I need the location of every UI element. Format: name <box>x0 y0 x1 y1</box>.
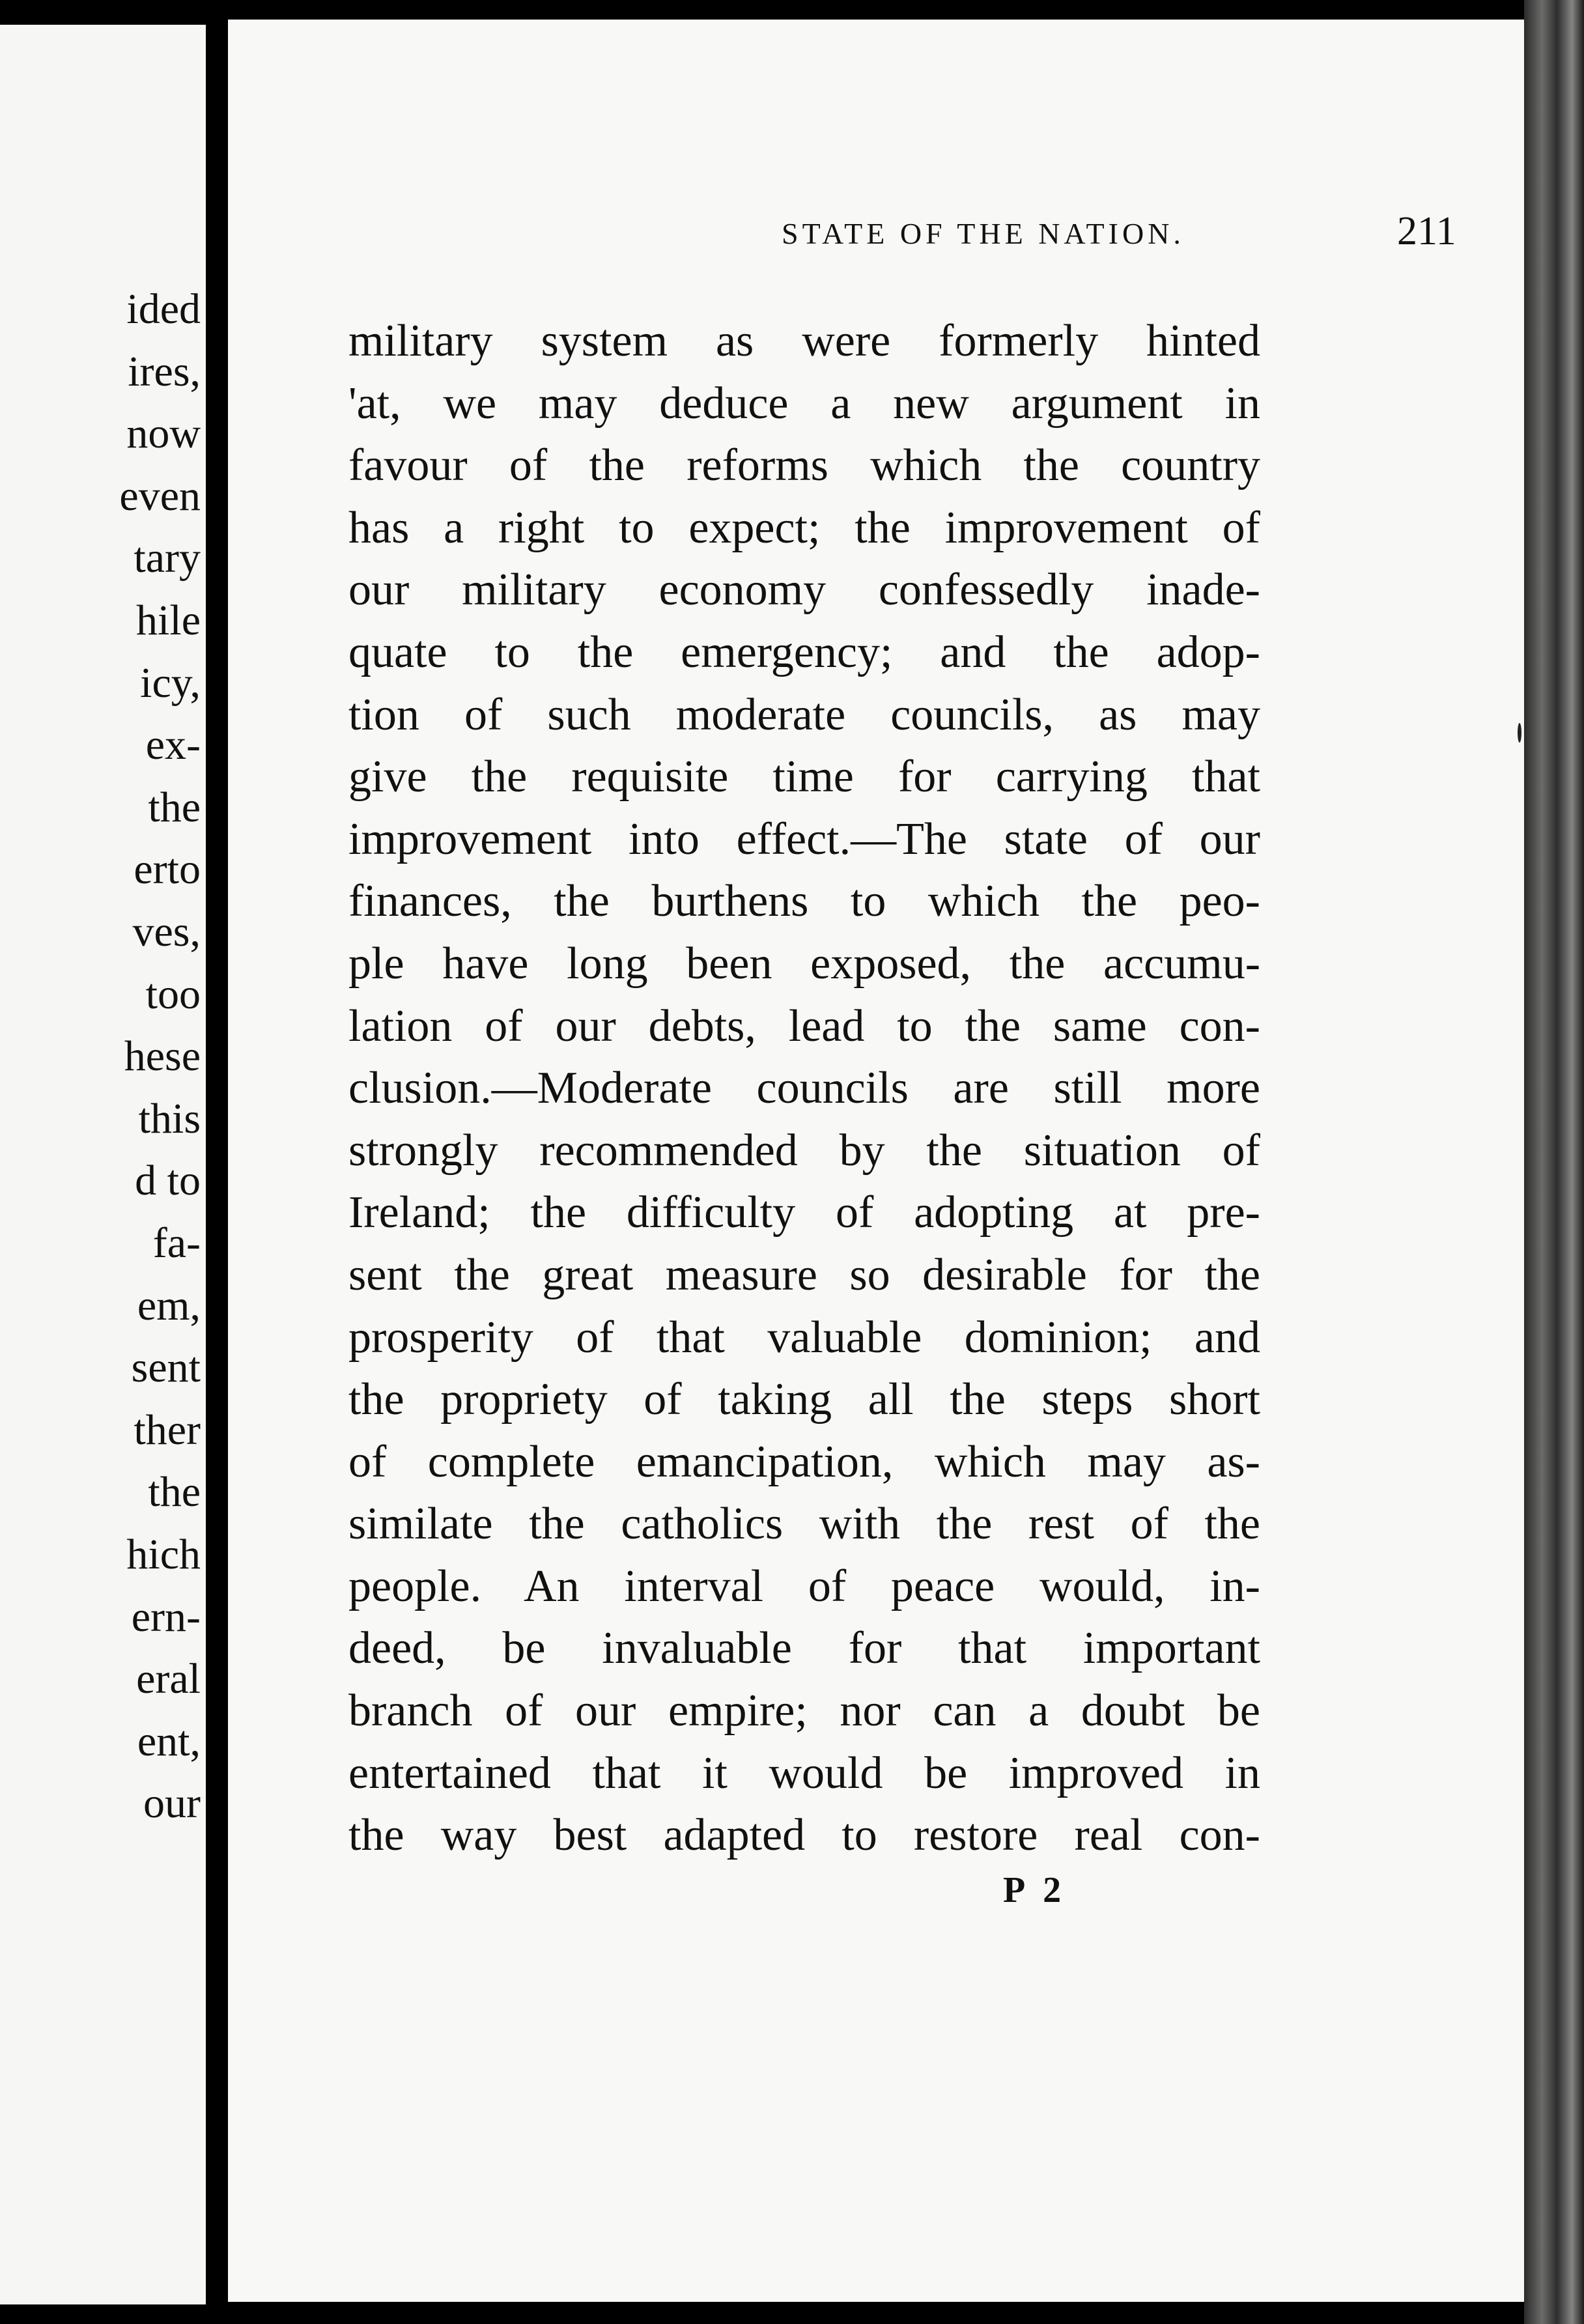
left-page-line: fa- <box>152 1219 201 1267</box>
text-line: military system as were formerly hinted <box>348 316 1260 366</box>
left-page-line: erto <box>134 845 201 894</box>
left-page-line: now <box>126 410 201 458</box>
book-gutter <box>206 0 228 2324</box>
left-page-line: ided <box>126 285 201 333</box>
left-page-line: eral <box>136 1655 201 1703</box>
left-page-line: sent <box>131 1344 201 1392</box>
left-page-line: tary <box>134 534 201 582</box>
scan-speck <box>1518 723 1521 743</box>
running-head: STATE OF THE NATION. <box>782 217 1185 250</box>
page-number: 211 <box>1397 209 1456 253</box>
text-line: people. An interval of peace would, in- <box>348 1561 1260 1611</box>
text-line: ple have long been exposed, the accumu- <box>348 938 1260 989</box>
text-line: branch of our empire; nor can a doubt be <box>348 1686 1260 1736</box>
left-page-line: the <box>148 1468 201 1516</box>
text-line: the way best adapted to restore real con- <box>348 1810 1260 1861</box>
text-line: entertained that it would be improved in <box>348 1748 1260 1798</box>
text-line: finances, the burthens to which the peo- <box>348 876 1260 927</box>
page-edge <box>1524 0 1584 2324</box>
text-line: give the requisite time for carrying that <box>348 752 1260 802</box>
left-page-line: ex- <box>145 721 201 769</box>
text-line: clusion.—Moderate councils are still more <box>348 1063 1260 1114</box>
left-page-line: too <box>145 970 201 1018</box>
left-page-line: ern- <box>131 1593 201 1641</box>
left-page-line: hich <box>126 1531 201 1578</box>
text-line: similate the catholics with the rest of the <box>348 1499 1260 1550</box>
text-line: sent the great measure so desirable for the <box>348 1249 1260 1300</box>
book-page <box>228 20 1524 2302</box>
signature-mark: P 2 <box>1003 1870 1067 1910</box>
left-page-line: icy, <box>140 659 201 707</box>
text-line: has a right to expect; the improvement of <box>348 502 1260 553</box>
left-page-line: ent, <box>137 1717 201 1765</box>
left-page-line: ires, <box>128 347 201 395</box>
text-line: tion of such moderate councils, as may <box>348 689 1260 740</box>
text-line: 'at, we may deduce a new argument in <box>348 378 1260 429</box>
text-line: of complete emancipation, which may as- <box>348 1436 1260 1487</box>
text-line: our military economy confessedly inade- <box>348 565 1260 616</box>
left-page-line: our <box>143 1779 201 1828</box>
text-line: strongly recommended by the situation of <box>348 1125 1260 1176</box>
left-page-line: ther <box>134 1406 201 1454</box>
text-line: lation of our debts, lead to the same con- <box>348 1000 1260 1051</box>
left-page-line: this <box>138 1094 201 1142</box>
text-line: Ireland; the difficulty of adopting at pre- <box>348 1187 1260 1238</box>
left-page-line: d to <box>135 1157 201 1205</box>
left-page-line: hile <box>136 597 201 644</box>
left-page-line: ves, <box>132 908 201 956</box>
text-line: the propriety of taking all the steps short <box>348 1374 1260 1425</box>
text-line: deed, be invaluable for that important <box>348 1623 1260 1674</box>
text-line: favour of the reforms which the country <box>348 440 1260 491</box>
left-page-line: hese <box>124 1032 201 1081</box>
left-page-fragment <box>0 25 206 2304</box>
body-text <box>348 310 1260 1867</box>
text-line: improvement into effect.—The state of our <box>348 814 1260 864</box>
left-page-line: the <box>148 783 201 831</box>
left-page-line: em, <box>137 1281 201 1329</box>
text-line: quate to the emergency; and the adop- <box>348 627 1260 677</box>
left-page-line: even <box>119 472 201 520</box>
text-line: prosperity of that valuable dominion; and <box>348 1312 1260 1363</box>
